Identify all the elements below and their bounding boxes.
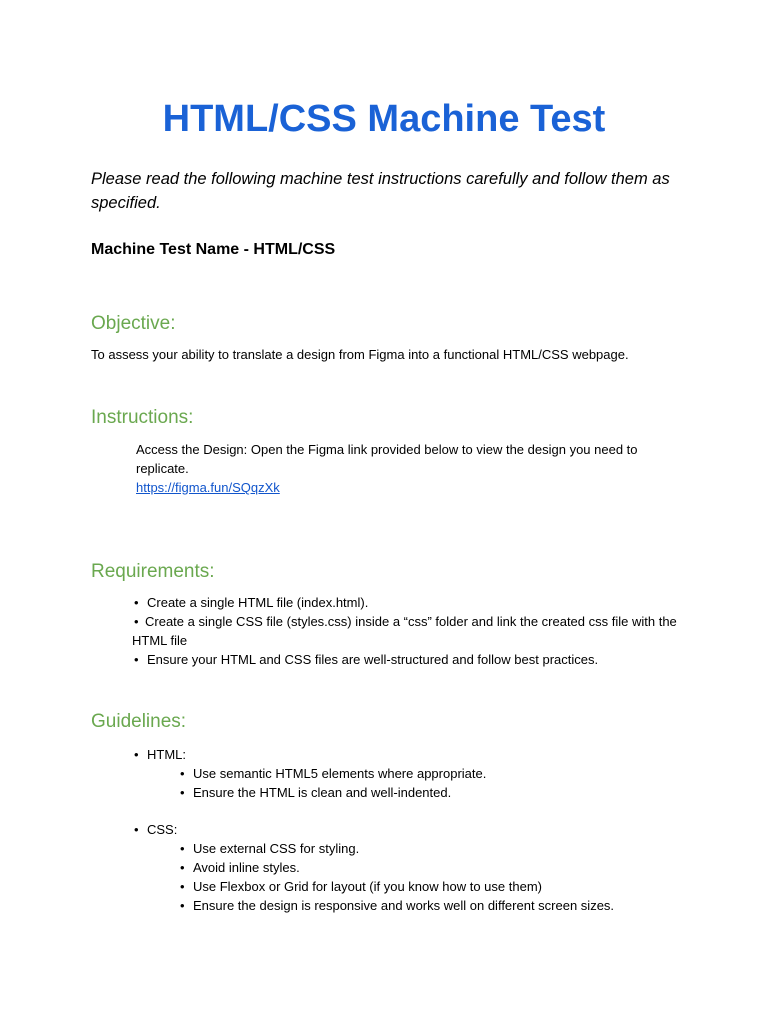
list-item [134, 593, 679, 612]
objective-heading: Objective: [91, 313, 176, 334]
bullet-icon: • [180, 841, 185, 856]
requirement-text: Create a single CSS file (styles.css) inside a “css” folder and link the created css file with the HTML file [132, 614, 677, 648]
figma-link[interactable]: https://figma.fun/SQqzXk [136, 480, 280, 495]
bullet-icon: • [134, 822, 139, 837]
list-item [180, 896, 694, 915]
requirement-item-2 [134, 612, 679, 650]
guidelines-css-block [134, 820, 694, 915]
requirements-list [134, 593, 679, 612]
page-title: HTML/CSS Machine Test [162, 98, 606, 140]
list-item [134, 820, 694, 839]
requirement-text: Create a single HTML file (index.html). [147, 595, 369, 610]
bullet-icon: • [180, 785, 185, 800]
requirements-block [134, 593, 679, 669]
bullet-icon: • [134, 652, 139, 667]
guideline-text: Avoid inline styles. [193, 860, 300, 875]
objective-text: To assess your ability to translate a design from Figma into a functional HTML/CSS webpage. [91, 347, 629, 362]
list-item [180, 783, 694, 802]
guidelines-css-list [134, 820, 694, 839]
html-sublist [134, 764, 694, 802]
guidelines-heading: Guidelines: [91, 711, 187, 732]
list-item [180, 839, 694, 858]
guideline-label-html: HTML: [147, 747, 186, 762]
bullet-icon: • [180, 898, 185, 913]
bullet-icon: • [134, 747, 139, 762]
bullet-icon: • [134, 614, 139, 629]
guideline-label-css: CSS: [147, 822, 178, 837]
bullet-icon: • [180, 860, 185, 875]
guideline-text: Use external CSS for styling. [193, 841, 360, 856]
list-item [180, 877, 694, 896]
guideline-text: Ensure the HTML is clean and well-indented. [193, 785, 452, 800]
bullet-icon: • [180, 879, 185, 894]
intro-text: Please read the following machine test instructions carefully and follow them as specified. [91, 170, 670, 212]
requirement-text: Ensure your HTML and CSS files are well-structured and follow best practices. [147, 652, 599, 667]
list-item [180, 858, 694, 877]
requirements-heading: Requirements: [91, 561, 215, 582]
bullet-icon: • [134, 595, 139, 610]
test-name: Machine Test Name - HTML/CSS [91, 241, 336, 258]
guideline-text: Ensure the design is responsive and works well on different screen sizes. [193, 898, 615, 913]
list-item [180, 764, 694, 783]
list-item [134, 650, 679, 669]
instructions-heading: Instructions: [91, 407, 194, 428]
guideline-text: Use semantic HTML5 elements where appropriate. [193, 766, 487, 781]
guideline-text: Use Flexbox or Grid for layout (if you know how to use them) [193, 879, 542, 894]
bullet-icon: • [180, 766, 185, 781]
guidelines-html-block [134, 745, 694, 802]
list-item [134, 745, 694, 764]
requirements-list-cont [134, 650, 679, 669]
instructions-text: Access the Design: Open the Figma link provided below to view the design you need to replicate. [136, 442, 638, 476]
guidelines-html-list [134, 745, 694, 764]
instructions-block [136, 440, 681, 497]
css-sublist [134, 839, 694, 915]
